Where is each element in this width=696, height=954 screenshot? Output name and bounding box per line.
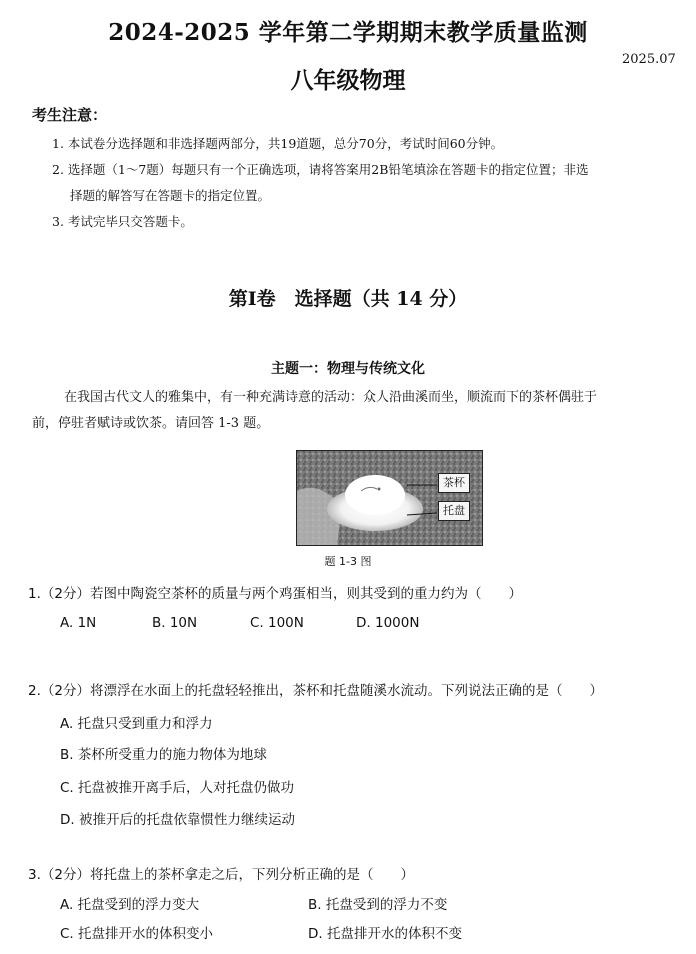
notice-item-1: 1. 本试卷分选择题和非选择题两部分，共19道题，总分70分，考试时间60分钟。 xyxy=(52,136,504,151)
topic-heading: 主题一：物理与传统文化 xyxy=(271,361,425,377)
question-1-option-c[interactable]: C. 100N xyxy=(250,615,304,631)
topic-intro-line1: 在我国古代文人的雅集中，有一种充满诗意的活动：众人沿曲溪而坐，顺流而下的茶杯偶驻于 xyxy=(64,390,598,405)
question-2-option-a[interactable]: A. 托盘只受到重力和浮力 xyxy=(60,716,213,732)
question-3-option-d[interactable]: D. 托盘排开水的体积不变 xyxy=(308,926,462,942)
question-1-option-a[interactable]: A. 1N xyxy=(60,615,97,631)
notice-item-2-cont: 择题的解答写在答题卡的指定位置。 xyxy=(70,188,271,203)
question-1-option-b[interactable]: B. 10N xyxy=(152,615,198,631)
question-2-option-d[interactable]: D. 被推开后的托盘依靠惯性力继续运动 xyxy=(60,812,295,828)
topic-intro-line2: 前，停驻者赋诗或饮茶。请回答 1-3 题。 xyxy=(32,416,270,431)
exam-title: 2024-2025 学年第二学期期末教学质量监测 xyxy=(108,19,588,46)
question-3-option-a[interactable]: A. 托盘受到的浮力变大 xyxy=(60,897,200,913)
label-cup: 茶杯 xyxy=(438,473,470,493)
question-2-option-b[interactable]: B. 茶杯所受重力的施力物体为地球 xyxy=(60,747,267,763)
exam-date: 2025.07 xyxy=(622,52,676,67)
question-3-option-c[interactable]: C. 托盘排开水的体积变小 xyxy=(60,926,214,942)
figure-caption: 题 1-3 图 xyxy=(324,555,372,568)
notice-item-3: 3. 考试完毕只交答题卡。 xyxy=(52,214,193,229)
section-heading: 第Ⅰ卷 选择题（共 14 分） xyxy=(228,288,468,310)
exam-subtitle: 八年级物理 xyxy=(290,67,406,94)
question-1-option-d[interactable]: D. 1000N xyxy=(356,615,420,631)
question-3-stem: 3.（2分）将托盘上的茶杯拿走之后，下列分析正确的是（ ） xyxy=(28,867,414,883)
tea-cup-figure xyxy=(296,450,483,546)
tea-cup-illustration xyxy=(297,451,482,545)
question-2-option-c[interactable]: C. 托盘被推开离手后，人对托盘仍做功 xyxy=(60,780,295,796)
question-2-stem: 2.（2分）将漂浮在水面上的托盘轻轻推出，茶杯和托盘随溪水流动。下列说法正确的是（ ） xyxy=(28,683,603,699)
question-1-stem: 1.（2分）若图中陶瓷空茶杯的质量与两个鸡蛋相当，则其受到的重力约为（ ） xyxy=(28,586,522,602)
question-3-option-b[interactable]: B. 托盘受到的浮力不变 xyxy=(308,897,448,913)
label-tray: 托盘 xyxy=(438,501,470,521)
notice-heading: 考生注意： xyxy=(32,106,108,124)
notice-item-2: 2. 选择题（1～7题）每题只有一个正确选项，请将答案用2B铅笔填涂在答题卡的指定位置；非选 xyxy=(52,162,589,177)
